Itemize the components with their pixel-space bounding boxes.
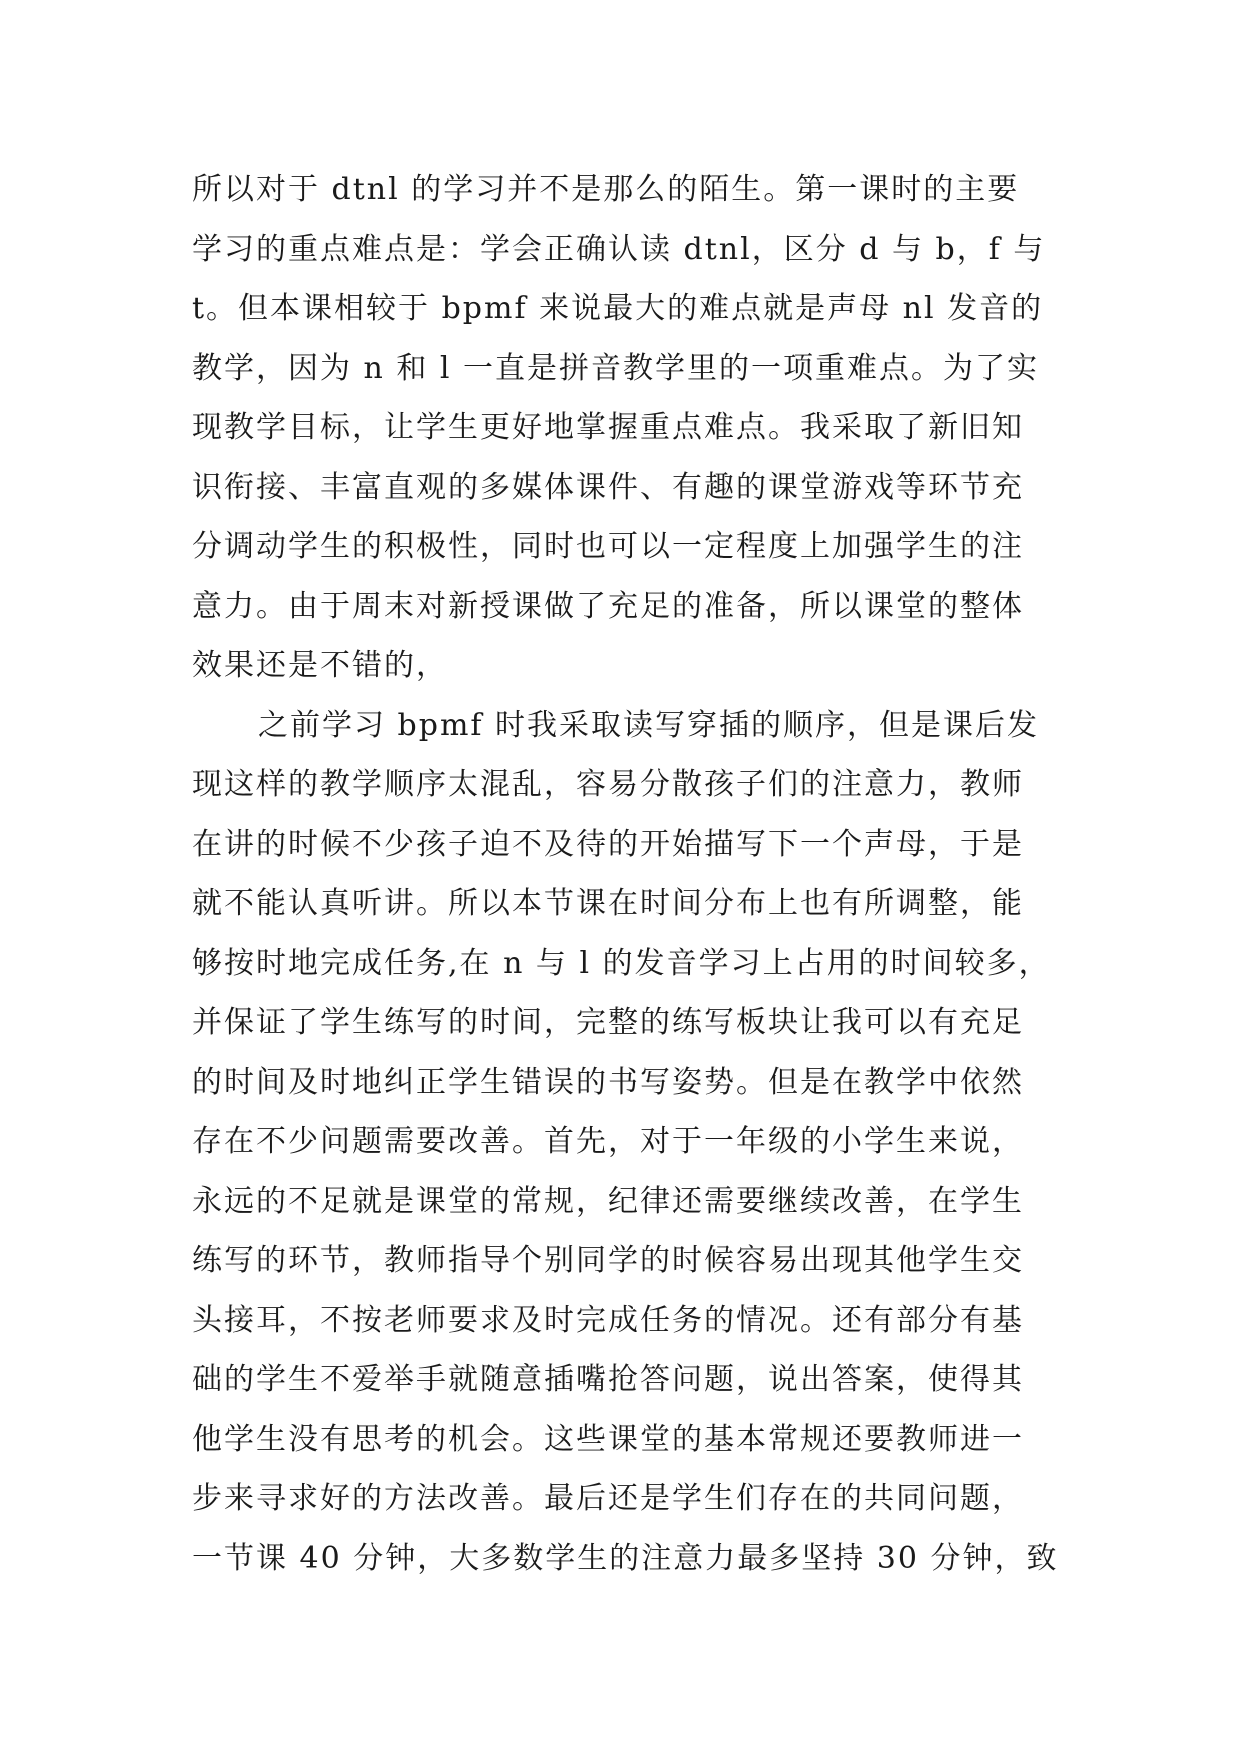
text-line: 的时间及时地纠正学生错误的书写姿势。但是在教学中依然 (192, 1064, 1024, 1100)
text-line: 就不能认真听讲。所以本节课在时间分布上也有所调整，能 (192, 886, 1024, 921)
text-line: 步来寻求好的方法改善。最后还是学生们存在的共同问题， (192, 1481, 1024, 1516)
text-line: 并保证了学生练写的时间，完整的练写板块让我可以有充足 (192, 1005, 1024, 1040)
document-body (192, 160, 1072, 1588)
text-line: 现教学目标，让学生更好地掌握重点难点。我采取了新旧知 (192, 410, 1024, 445)
text-line: 之前学习 bpmf 时我采取读写穿插的顺序，但是课后发 (258, 707, 1040, 743)
text-line: 头接耳，不按老师要求及时完成任务的情况。还有部分有基 (192, 1302, 1024, 1338)
text-line: 在讲的时候不少孩子迫不及待的开始描写下一个声母，于是 (192, 826, 1024, 862)
text-line: 意力。由于周末对新授课做了充足的准备，所以课堂的整体 (192, 588, 1024, 624)
text-line: 永远的不足就是课堂的常规，纪律还需要继续改善，在学生 (192, 1183, 1024, 1219)
paragraph-1 (192, 160, 1072, 696)
text-line: 所以对于 dtnl 的学习并不是那么的陌生。第一课时的主要 (192, 172, 1020, 207)
text-line: 分调动学生的积极性，同时也可以一定程度上加强学生的注 (192, 529, 1024, 564)
text-line: t。但本课相较于 bpmf 来说最大的难点就是声母 nl 发音的 (192, 291, 1044, 326)
text-line: 他学生没有思考的机会。这些课堂的基本常规还要教师进一 (192, 1421, 1024, 1457)
text-line: 识衔接、丰富直观的多媒体课件、有趣的课堂游戏等环节充 (192, 469, 1024, 505)
text-line: 存在不少问题需要改善。首先，对于一年级的小学生来说， (192, 1124, 1024, 1159)
text-line: 一节课 40 分钟，大多数学生的注意力最多坚持 30 分钟，致 (192, 1540, 1059, 1576)
text-line: 练写的环节，教师指导个别同学的时候容易出现其他学生交 (192, 1243, 1024, 1278)
text-line: 效果还是不错的， (192, 648, 448, 683)
text-line: 够按时地完成任务,在 n 与 l 的发音学习上占用的时间较多， (192, 945, 1051, 981)
text-line: 现这样的教学顺序太混乱，容易分散孩子们的注意力，教师 (192, 767, 1024, 802)
text-line: 学习的重点难点是：学会正确认读 dtnl，区分 d 与 b，f 与 (192, 231, 1046, 267)
text-line: 教学，因为 n 和 l 一直是拼音教学里的一项重难点。为了实 (192, 350, 1040, 386)
paragraph-2 (192, 696, 1072, 1589)
text-line: 础的学生不爱举手就随意插嘴抢答问题，说出答案，使得其 (192, 1362, 1024, 1397)
